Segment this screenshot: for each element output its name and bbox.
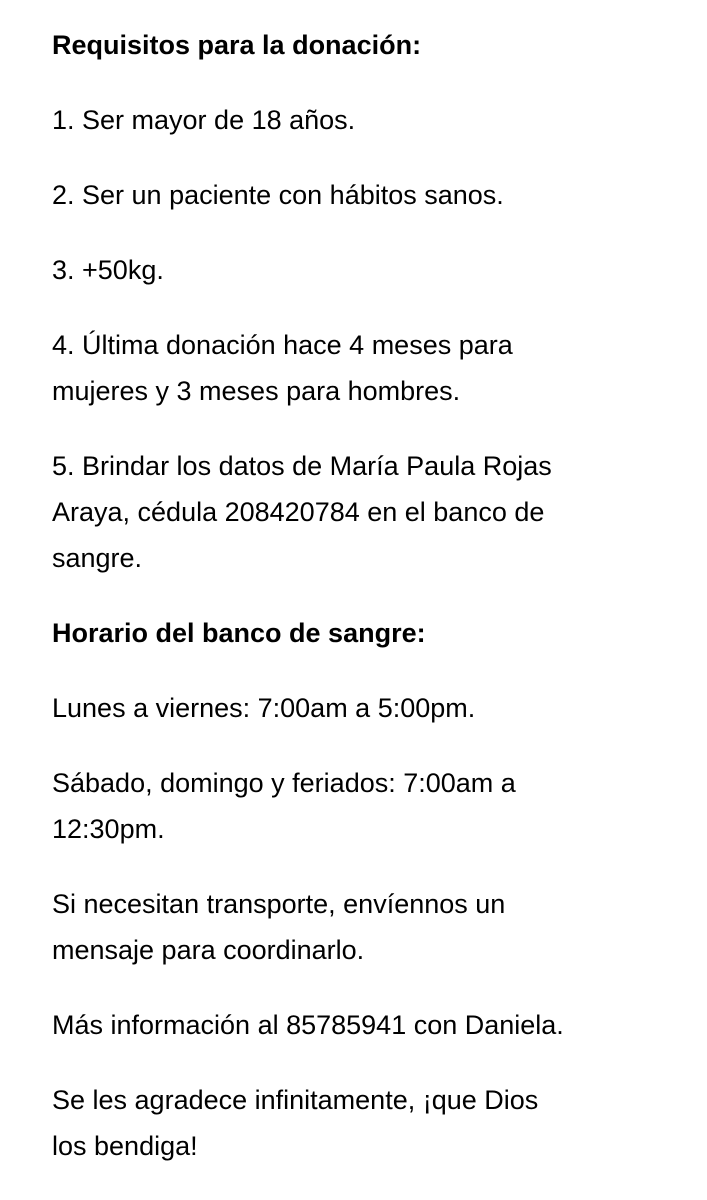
requirements-heading: Requisitos para la donación: bbox=[52, 30, 422, 60]
schedule-heading: Horario del banco de sangre: bbox=[52, 618, 426, 648]
note-line: Más información al 85785941 con Daniela. bbox=[52, 1010, 564, 1040]
thanks-note bbox=[52, 1077, 672, 1169]
schedule-line: Sábado, domingo y feriados: 7:00am a bbox=[52, 768, 516, 798]
requirement-line: mujeres y 3 meses para hombres. bbox=[52, 376, 461, 406]
requirement-item-1 bbox=[52, 97, 672, 143]
note-line: Se les agradece infinitamente, ¡que Dios bbox=[52, 1085, 539, 1115]
requirement-line: 3. +50kg. bbox=[52, 255, 164, 285]
schedule-weekend bbox=[52, 760, 672, 852]
requirement-line: 1. Ser mayor de 18 años. bbox=[52, 105, 356, 135]
donation-document bbox=[52, 22, 672, 1169]
note-line: mensaje para coordinarlo. bbox=[52, 935, 365, 965]
requirement-line: 4. Última donación hace 4 meses para bbox=[52, 330, 513, 360]
transport-note bbox=[52, 881, 672, 973]
requirement-line: 2. Ser un paciente con hábitos sanos. bbox=[52, 180, 504, 210]
note-line: Si necesitan transporte, envíennos un bbox=[52, 889, 506, 919]
note-line: los bendiga! bbox=[52, 1131, 198, 1161]
schedule-line: Lunes a viernes: 7:00am a 5:00pm. bbox=[52, 693, 476, 723]
requirement-item-4 bbox=[52, 322, 672, 414]
requirement-line: Araya, cédula 208420784 en el banco de bbox=[52, 497, 545, 527]
requirement-item-3 bbox=[52, 247, 672, 293]
schedule-weekdays bbox=[52, 685, 672, 731]
schedule-line: 12:30pm. bbox=[52, 814, 165, 844]
requirement-line: 5. Brindar los datos de María Paula Rojas bbox=[52, 451, 552, 481]
requirement-item-5 bbox=[52, 443, 672, 581]
requirement-line: sangre. bbox=[52, 543, 143, 573]
requirement-item-2 bbox=[52, 172, 672, 218]
contact-note bbox=[52, 1002, 672, 1048]
